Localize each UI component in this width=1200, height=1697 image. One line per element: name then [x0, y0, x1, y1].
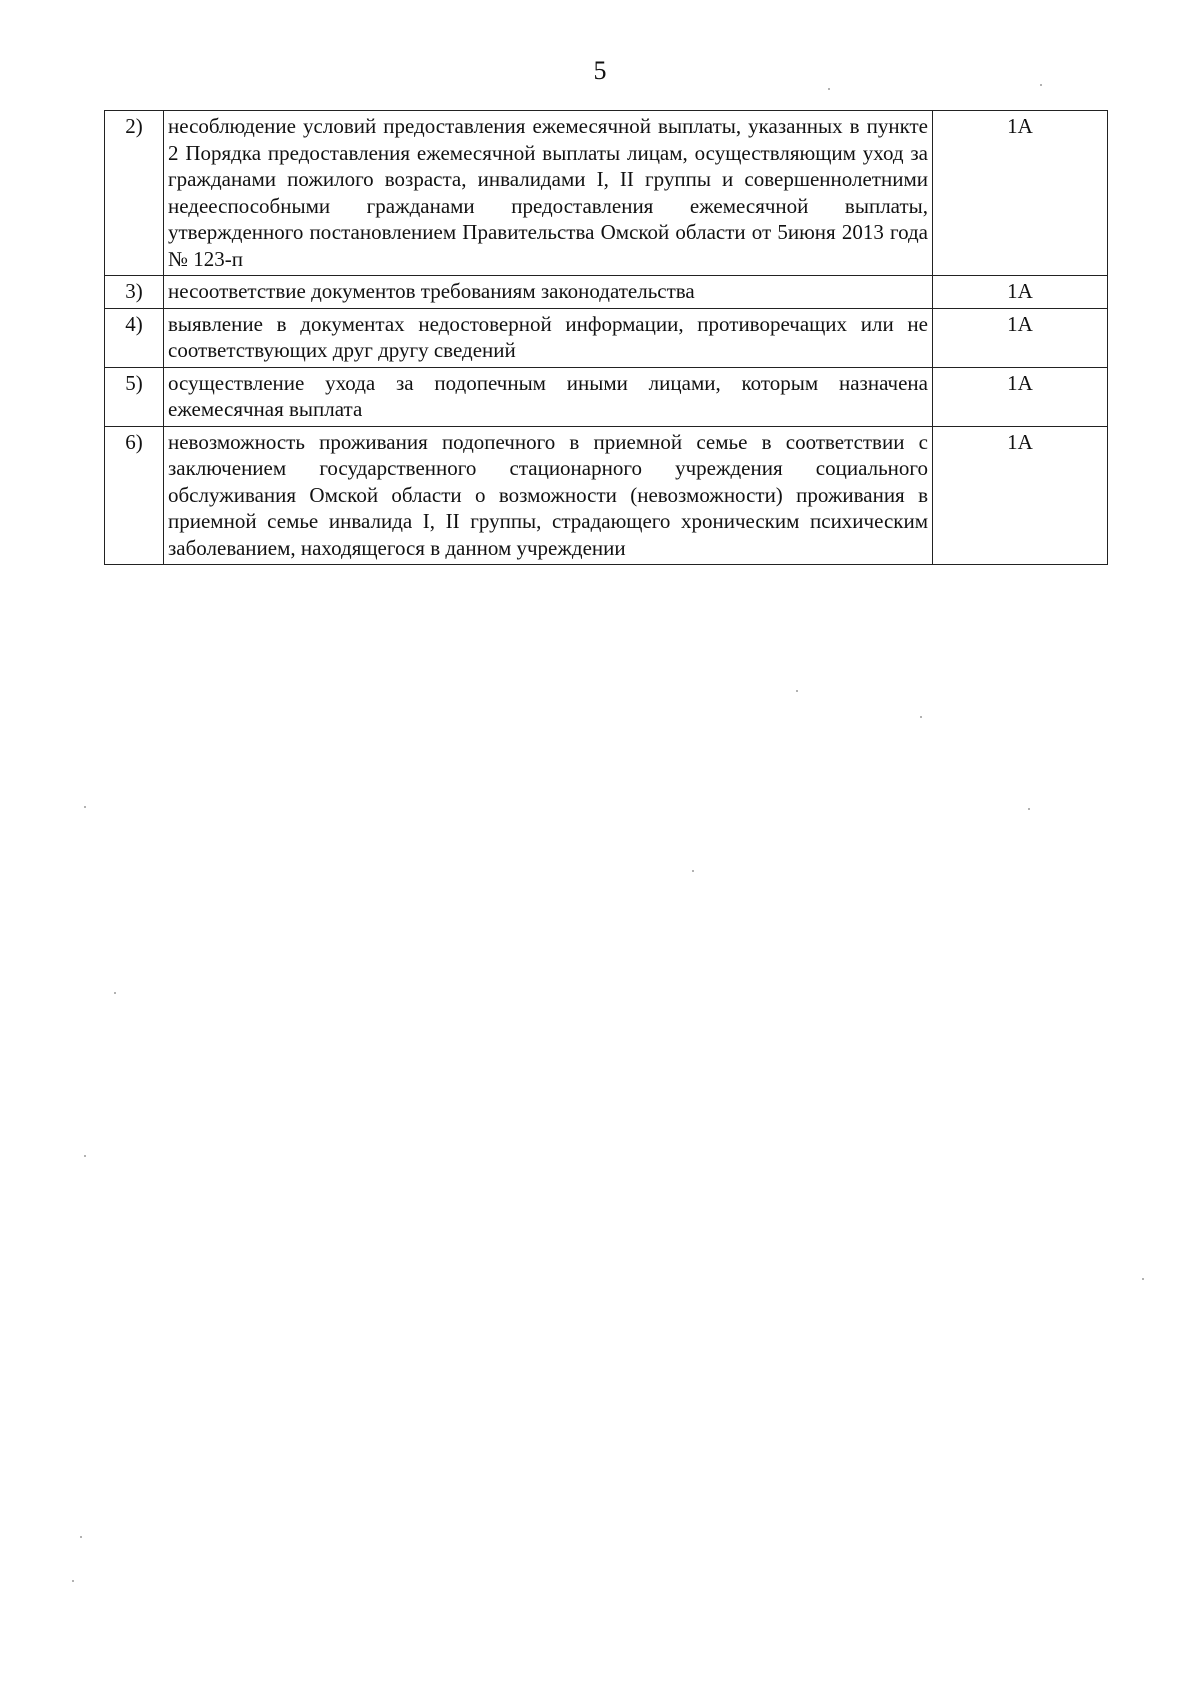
page-number: 5: [593, 56, 607, 85]
row-text: невозможность проживания подопечного в приемной семье в соответствии с заключением государственного стационарного учреждения социального обслуживания Омской области о возможности (невозможности) проживания в приемной семье инвалида I, II группы, страдающего хроническим психическим заболеванием, находящегося в данном учреждении: [164, 426, 933, 565]
scan-speck: [72, 1580, 74, 1582]
scan-speck: [1028, 808, 1030, 810]
row-number: 5): [105, 367, 164, 426]
scan-speck: [692, 870, 694, 872]
row-number: 6): [105, 426, 164, 565]
scan-speck: [1040, 84, 1042, 86]
row-text: выявление в документах недостоверной информации, противоречащих или не соответствующих друг другу сведений: [164, 308, 933, 367]
table-row: [105, 276, 1108, 309]
table-row: [105, 308, 1108, 367]
row-code: 1А: [933, 111, 1108, 276]
scan-speck: [80, 1536, 82, 1538]
row-code: 1А: [933, 308, 1108, 367]
row-code: 1А: [933, 276, 1108, 309]
table-row: [105, 367, 1108, 426]
row-code: 1А: [933, 426, 1108, 565]
scan-speck: [796, 690, 798, 692]
scan-speck: [114, 992, 116, 994]
scan-speck: [828, 88, 830, 90]
scan-speck: [84, 1155, 86, 1157]
row-number: 2): [105, 111, 164, 276]
table-row: [105, 111, 1108, 276]
table-row: [105, 426, 1108, 565]
row-number: 4): [105, 308, 164, 367]
row-code: 1А: [933, 367, 1108, 426]
table-body: [105, 111, 1108, 565]
row-text: несоблюдение условий предоставления ежемесячной выплаты, указанных в пункте 2 Порядка предоставления ежемесячной выплаты лицам, осуществляющим уход за гражданами пожилого возраста, инвалидами I, II группы и совершеннолетними недееспособными гражданами предоставления ежемесячной выплаты, утвержденного постановлением Правительства Омской области от 5июня 2013 года № 123-п: [164, 111, 933, 276]
row-text: осуществление ухода за подопечным иными лицами, которым назначена ежемесячная выплата: [164, 367, 933, 426]
scan-speck: [84, 806, 86, 808]
grounds-table: [104, 110, 1108, 565]
row-number: 3): [105, 276, 164, 309]
scan-speck: [1142, 1278, 1144, 1280]
scan-speck: [920, 716, 922, 718]
row-text: несоответствие документов требованиям законодательства: [164, 276, 933, 309]
